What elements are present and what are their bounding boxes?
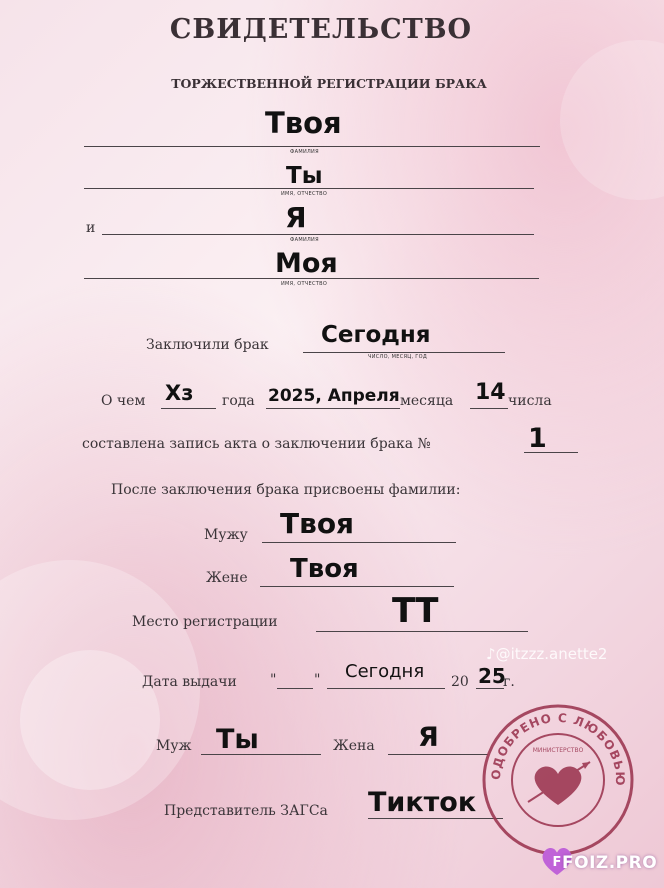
wife-sig-value: Я xyxy=(418,722,439,753)
date-caption: ЧИСЛО, МЕСЯЦ, ГОД xyxy=(368,354,428,360)
rep-label: Представитель ЗАГСа xyxy=(164,803,328,819)
wife-line xyxy=(260,586,454,587)
seal-stamp xyxy=(478,700,638,860)
surname-caption: ФАМИЛИЯ xyxy=(290,149,319,155)
about-label: О чем xyxy=(101,393,146,409)
wife-label: Жене xyxy=(206,570,248,586)
husband-sig-value: Ты xyxy=(216,724,259,755)
day-line xyxy=(470,408,508,409)
place-value: ТТ xyxy=(392,591,439,631)
married-value: Сегодня xyxy=(321,322,431,348)
surnames-heading: После заключения брака присвоены фамилии: xyxy=(111,482,461,498)
surname1-value: Твоя xyxy=(265,106,342,140)
about-line xyxy=(161,408,216,409)
surname2-caption: ФАМИЛИЯ xyxy=(290,237,319,243)
day-value: 14 xyxy=(475,380,506,405)
year-label: года xyxy=(222,393,255,409)
site-watermark xyxy=(540,842,662,882)
surname1-line xyxy=(84,146,540,147)
svg-text:F: F xyxy=(552,855,562,870)
tiktok-watermark: ♪@itzzz.anette2 xyxy=(486,645,608,663)
certificate-title: СВИДЕТЕЛЬСТВО xyxy=(169,14,473,45)
background-blob xyxy=(560,40,664,200)
and-label: и xyxy=(86,220,96,236)
wife-sig-line xyxy=(388,754,488,755)
record-value: 1 xyxy=(528,423,547,454)
tiktok-icon: ♪ xyxy=(486,645,496,663)
year-line xyxy=(266,408,400,409)
issue-day-line xyxy=(277,688,313,689)
surname2-line xyxy=(102,234,534,235)
name2-caption: ИМЯ, ОТЧЕСТВО xyxy=(281,281,328,287)
stamp-ring-text: ОДОБРЕНО С ЛЮБОВЬЮ xyxy=(488,710,628,787)
rep-value: Тикток xyxy=(368,787,477,818)
issue-line xyxy=(327,688,445,689)
husband-line xyxy=(262,542,456,543)
issue-quote-close: " xyxy=(314,672,321,688)
name-caption: ИМЯ, ОТЧЕСТВО xyxy=(281,191,328,197)
married-line xyxy=(303,352,505,353)
husband-sig-label: Муж xyxy=(156,738,192,754)
issue-year-suffix: г. xyxy=(503,674,515,690)
stamp-inner-text: МИНИСТЕРСТВО xyxy=(532,747,584,754)
site-watermark-text: FOIZ.PRO xyxy=(562,853,658,873)
year-value: 2025, Апреля xyxy=(268,386,400,406)
issue-year-line xyxy=(476,688,504,689)
surname2-value: Я xyxy=(285,201,307,234)
married-label: Заключили брак xyxy=(146,337,269,353)
about-value: Хз xyxy=(165,381,194,405)
issue-value: Сегодня xyxy=(345,661,425,682)
certificate-subtitle: ТОРЖЕСТВЕННОЙ РЕГИСТРАЦИИ БРАКА xyxy=(171,76,487,91)
husband-label: Мужу xyxy=(204,527,248,543)
day-label: числа xyxy=(508,393,552,409)
name1-value: Ты xyxy=(286,163,323,189)
issue-year-value: 25 xyxy=(478,664,506,688)
issue-year-prefix: 20 xyxy=(451,674,469,690)
background-blob xyxy=(20,650,160,790)
husband-value: Твоя xyxy=(280,507,355,540)
issue-quote-open: " xyxy=(270,672,277,688)
issue-label: Дата выдачи xyxy=(142,674,237,690)
wife-sig-label: Жена xyxy=(333,738,375,754)
month-label: месяца xyxy=(400,393,454,409)
wife-value: Твоя xyxy=(290,554,359,584)
name2-value: Моя xyxy=(275,248,338,279)
place-line xyxy=(316,631,528,632)
record-label: составлена запись акта о заключении брака № xyxy=(82,436,431,452)
place-label: Место регистрации xyxy=(132,614,278,630)
